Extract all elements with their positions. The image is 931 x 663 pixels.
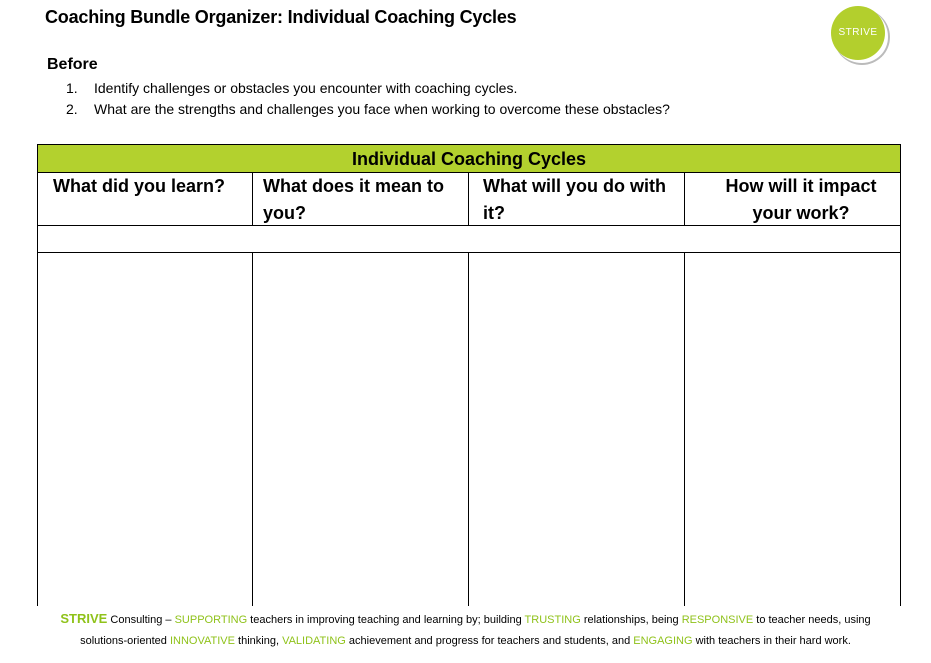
column-divider xyxy=(684,252,685,606)
footer-keyword: SUPPORTING xyxy=(174,614,248,626)
footer-keyword: VALIDATING xyxy=(282,635,346,647)
column-divider xyxy=(468,252,469,606)
column-header-action: What will you do with it? xyxy=(483,176,666,223)
footer-text: solutions-oriented xyxy=(80,635,170,647)
list-item-text: What are the strengths and challenges you face when working to overcome these obstacles? xyxy=(94,101,670,117)
table-banner: Individual Coaching Cycles xyxy=(37,144,901,173)
column-header-meaning: What does it mean to you? xyxy=(263,176,445,223)
footer-line-2 xyxy=(0,631,931,652)
column-divider xyxy=(684,173,685,225)
strive-logo xyxy=(831,6,889,64)
column-divider xyxy=(468,173,469,225)
footer-keyword: RESPONSIVE xyxy=(681,614,754,626)
list-item xyxy=(66,80,670,101)
logo-circle: STRIVE xyxy=(831,6,885,60)
list-item-number: 1. xyxy=(66,80,78,96)
footer-keyword: ENGAGING xyxy=(633,635,693,647)
list-item-number: 2. xyxy=(66,101,78,117)
footer-line-1 xyxy=(0,608,931,631)
column-header-impact: How will it impact your work? xyxy=(725,176,877,223)
row-divider xyxy=(37,252,901,253)
footer-text: relationships, being xyxy=(580,614,682,626)
footer xyxy=(0,608,931,652)
list-item-text: Identify challenges or obstacles you encounter with coaching cycles. xyxy=(94,80,518,96)
footer-text: with teachers in their hard work. xyxy=(692,635,851,647)
footer-brand: STRIVE xyxy=(60,611,108,626)
list-item xyxy=(66,101,670,122)
footer-text: achievement and progress for teachers and students, and xyxy=(345,635,634,647)
footer-keyword: TRUSTING xyxy=(524,614,581,626)
coaching-table xyxy=(37,144,901,606)
footer-text: Consulting – xyxy=(107,614,175,626)
row-divider xyxy=(37,225,901,226)
column-divider xyxy=(252,173,253,225)
column-divider xyxy=(900,173,901,606)
footer-text: to teacher needs, using xyxy=(753,614,871,626)
column-divider xyxy=(37,173,38,606)
column-divider xyxy=(252,252,253,606)
footer-text: thinking, xyxy=(234,635,283,647)
footer-text: teachers in improving teaching and learning by; building xyxy=(247,614,525,626)
section-heading-before: Before xyxy=(47,56,98,73)
question-list xyxy=(66,80,670,122)
footer-keyword: INNOVATIVE xyxy=(169,635,235,647)
column-header-learn: What did you learn? xyxy=(53,176,226,196)
page-title: Coaching Bundle Organizer: Individual Coaching Cycles xyxy=(45,7,517,27)
